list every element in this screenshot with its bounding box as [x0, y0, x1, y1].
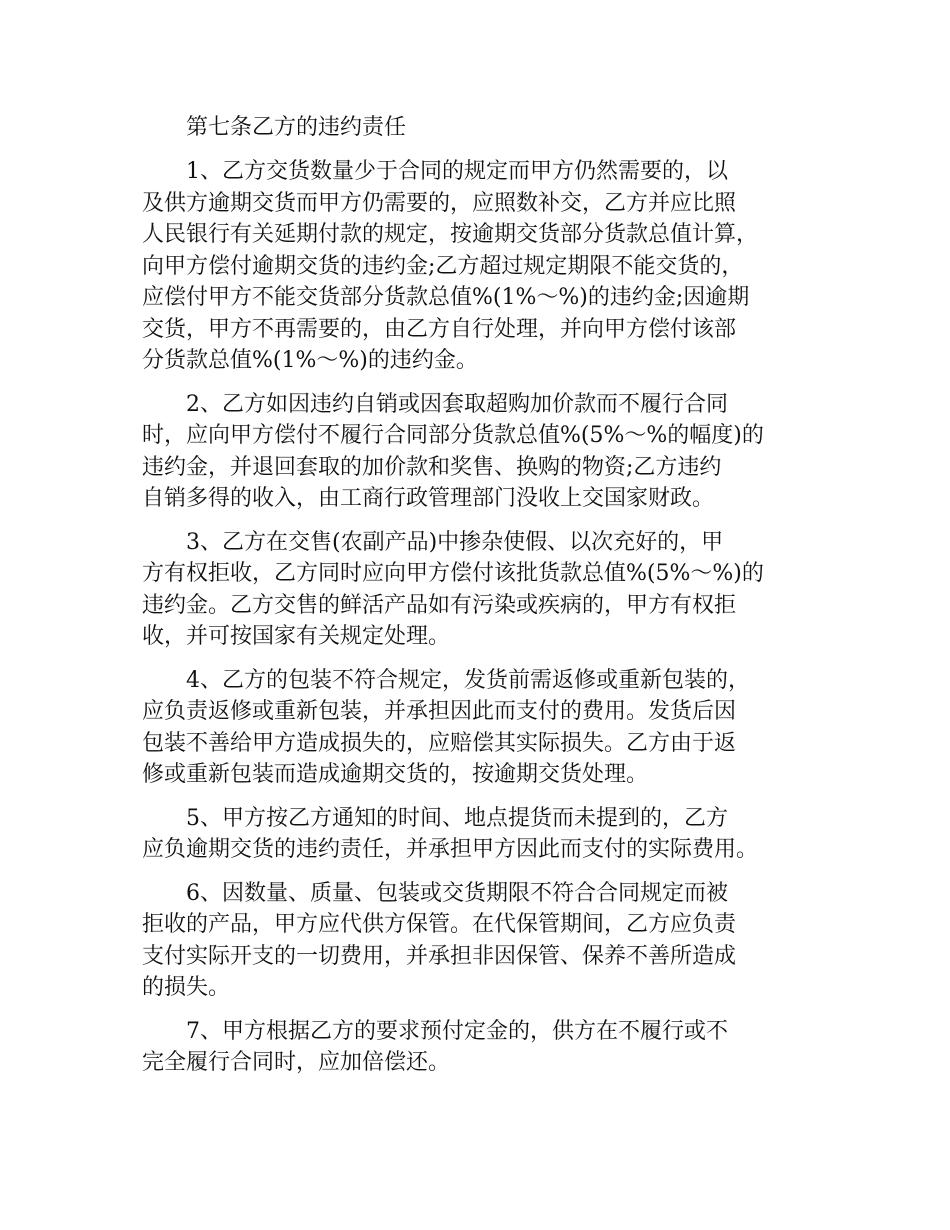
- clause-line: 修或重新包装而造成逾期交货的，按逾期交货处理。: [142, 762, 649, 787]
- clause-line: 7、甲方根据乙方的要求预付定金的，供方在不履行或不: [186, 1018, 728, 1044]
- clause-line: 交货，甲方不再需要的，由乙方自行处理，并向甲方偿付该部: [142, 316, 737, 342]
- clause-line: 方有权拒收，乙方同时应向甲方偿付该批货款总值%(5%～%)的: [142, 561, 764, 586]
- clause-line: 3、乙方在交售(农副产品)中掺杂使假、以次充好的，甲: [186, 529, 724, 555]
- clause-line: 应负逾期交货的违约责任，并承担甲方因此而支付的实际费用。: [142, 837, 759, 862]
- clause-line: 违约金，并退回套取的加价款和奖售、换购的物资;乙方违约: [142, 454, 722, 480]
- clause-line: 6、因数量、质量、包装或交货期限不符合合同规定而被: [186, 880, 728, 906]
- clause-4: [142, 665, 812, 791]
- clause-line: 及供方逾期交货而甲方仍需要的，应照数补交，乙方并应比照: [142, 190, 737, 216]
- clause-1: [142, 156, 812, 377]
- clause-line: 2、乙方如因违约自销或因套取超购加价款而不履行合同: [186, 391, 728, 417]
- clause-line: 向甲方偿付逾期交货的违约金;乙方超过规定期限不能交货的，: [142, 253, 744, 279]
- clause-line: 自销多得的收入，由工商行政管理部门没收上交国家财政。: [142, 486, 715, 511]
- clause-line: 分货款总值%(1%～%)的违约金。: [142, 348, 478, 373]
- clause-line: 支付实际开支的一切费用，并承担非因保管、保养不善所造成: [142, 943, 737, 969]
- clause-line: 完全履行合同时，应加倍偿还。: [142, 1050, 451, 1075]
- clause-7: [142, 1016, 812, 1079]
- clause-line: 4、乙方的包装不符合规定，发货前需返修或重新包装的，: [186, 667, 750, 693]
- clause-5: [142, 803, 812, 866]
- clause-3: [142, 527, 812, 653]
- clause-line: 应负责返修或重新包装，并承担因此而支付的费用。发货后因: [142, 699, 737, 724]
- clause-2: [142, 389, 812, 515]
- clause-line: 人民银行有关延期付款的规定，按逾期交货部分货款总值计算，: [142, 222, 759, 247]
- document-content: [142, 112, 812, 1091]
- clause-line: 包装不善给甲方造成损失的，应赔偿其实际损失。乙方由于返: [142, 730, 737, 756]
- section-heading: 第七条乙方的违约责任: [186, 115, 407, 140]
- clause-line: 5、甲方按乙方通知的时间、地点提货而未提到的，乙方: [186, 805, 728, 831]
- clause-6: [142, 878, 812, 1004]
- clause-line: 违约金。乙方交售的鲜活产品如有污染或疾病的，甲方有权拒: [142, 592, 737, 618]
- clause-line: 应偿付甲方不能交货部分货款总值%(1%～%)的违约金;因逾期: [142, 285, 750, 310]
- clause-line: 收，并可按国家有关规定处理。: [142, 624, 451, 649]
- clause-line: 时，应向甲方偿付不履行合同部分货款总值%(5%～%的幅度)的: [142, 423, 764, 448]
- clause-line: 的损失。: [142, 975, 231, 1000]
- clause-line: 拒收的产品，甲方应代供方保管。在代保管期间，乙方应负责: [142, 912, 737, 937]
- clause-line: 1、乙方交货数量少于合同的规定而甲方仍然需要的，以: [186, 159, 728, 184]
